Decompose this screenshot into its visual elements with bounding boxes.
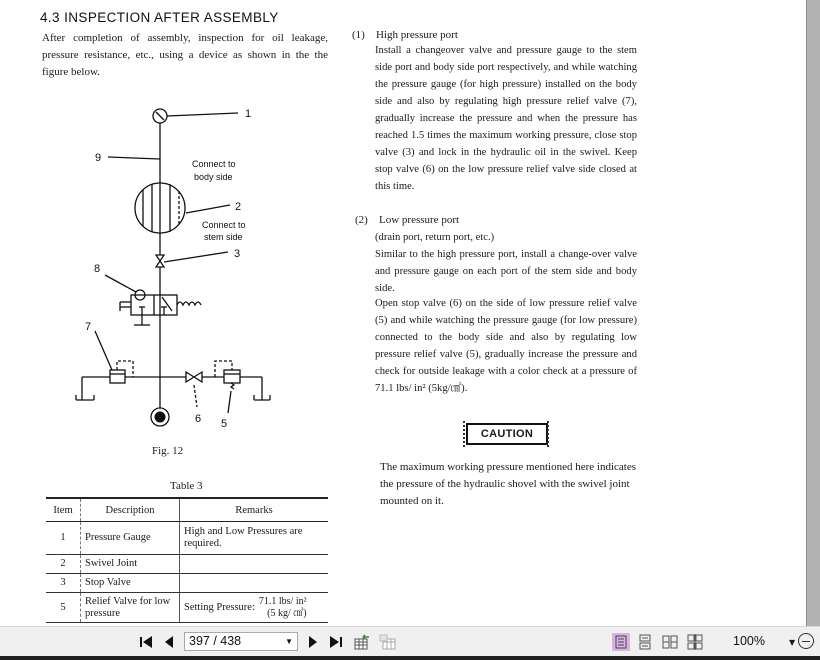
- pump-core: [155, 412, 166, 423]
- last-page-button[interactable]: [328, 634, 344, 650]
- facing-view-icon: [662, 635, 678, 649]
- prev-view-icon: [353, 634, 371, 650]
- cell-description: Swivel Joint: [81, 555, 180, 574]
- hydraulic-test-diagram: [60, 95, 290, 440]
- callout-1: 1: [245, 108, 252, 120]
- header-item: Item: [46, 498, 81, 522]
- page-indicator: 397 / 438: [189, 634, 242, 648]
- cell-description: Pressure Gauge: [81, 522, 180, 555]
- cell-description: Stop Valve: [81, 574, 180, 593]
- next-page-button[interactable]: [306, 634, 320, 650]
- section-2-title: Low pressure port: [379, 214, 460, 226]
- setting-pressure-label: Setting Pressure:: [184, 601, 255, 613]
- first-page-icon: [139, 635, 153, 649]
- continuous-view-button[interactable]: [636, 633, 654, 651]
- next-page-icon: [308, 635, 318, 649]
- cell-item: 1: [46, 522, 81, 555]
- zoom-level[interactable]: 100%: [733, 634, 765, 648]
- connect-body-line1: Connect to: [192, 159, 236, 169]
- section-1-number: (1): [352, 29, 365, 41]
- callout-5: 5: [221, 418, 228, 430]
- callout-2: 2: [235, 201, 242, 213]
- table-row: [46, 574, 328, 593]
- callout-3: 3: [234, 248, 241, 260]
- section-1-title: High pressure port: [376, 29, 458, 41]
- relief-valve-7-symbol: [110, 370, 125, 383]
- next-view-button[interactable]: [378, 634, 398, 650]
- cell-item: 5: [46, 593, 81, 623]
- connect-stem-line2: stem side: [204, 232, 243, 242]
- caution-box: CAUTION: [466, 423, 548, 445]
- section-2-number: (2): [355, 214, 368, 226]
- relief-valve-5-symbol: [224, 370, 240, 383]
- last-page-icon: [329, 635, 343, 649]
- table-row: [46, 522, 328, 555]
- cell-remarks: [180, 593, 329, 623]
- cell-item: 2: [46, 555, 81, 574]
- figure-caption: Fig. 12: [152, 445, 184, 457]
- cell-remarks: High and Low Pressures are required.: [180, 522, 329, 555]
- facing-view-button[interactable]: [661, 633, 679, 651]
- first-page-button[interactable]: [138, 634, 154, 650]
- header-description: Description: [81, 498, 180, 522]
- vertical-scrollbar[interactable]: [806, 0, 820, 626]
- section-2-body-1: Similar to the high pressure port, install a change-over valve and pressure gauge on each port of the stem side and body side.: [375, 249, 637, 294]
- header-remarks: Remarks: [180, 498, 329, 522]
- zoom-out-icon[interactable]: [798, 633, 814, 649]
- table-caption: Table 3: [170, 480, 203, 492]
- cell-description: Relief Valve for low pressure: [81, 593, 180, 623]
- callout-9: 9: [95, 152, 102, 164]
- continuous-facing-view-icon: [687, 634, 703, 650]
- cell-remarks: [180, 555, 329, 574]
- section-2-heading: [355, 212, 459, 229]
- prev-page-button[interactable]: [162, 634, 176, 650]
- callout-7: 7: [85, 321, 92, 333]
- cell-item: 3: [46, 574, 81, 593]
- page-dropdown-icon[interactable]: ▼: [285, 637, 293, 646]
- connect-body-line2: body side: [194, 172, 233, 182]
- stop-valve-6-symbol: [186, 372, 202, 382]
- page-number-input[interactable]: [184, 632, 298, 651]
- table-3: [46, 497, 328, 623]
- intro-paragraph: After completion of assembly, inspection for oil leakage, pressure resistance, etc., using a device as shown in the the figure below.: [42, 32, 328, 78]
- table-row: [46, 555, 328, 574]
- window-bottom-edge: [0, 656, 820, 660]
- caution-note: The maximum working pressure mentioned here indicates the pressure of the hydraulic shovel with the swivel joint mounted on it.: [380, 461, 636, 507]
- setting-pressure-kg: (5 kg/ ㎠): [267, 607, 307, 619]
- stop-valve-3-symbol: [156, 255, 164, 267]
- section-heading: 4.3 INSPECTION AFTER ASSEMBLY: [40, 10, 279, 25]
- prev-page-icon: [164, 635, 174, 649]
- single-page-view-button[interactable]: [612, 633, 630, 651]
- section-2-subtitle: (drain port, return port, etc.): [375, 232, 495, 243]
- section-1-body: Install a changeover valve and pressure gauge to the stem side port and body side port respectively, and while watching the pressure gauge (for high pressure) installed on the body side and also by regulating high pressure relief valve (7), gradually increase the pressure and when the pressure has reached 1.5 times the maximum working pressure, close stop valve (3) and lock in the hydraulic oil in the swivel. Keep stop valve (6) on the low pressure relief valve side closed at this time.: [375, 45, 637, 192]
- callout-6: 6: [195, 413, 202, 425]
- previous-view-button[interactable]: [352, 634, 372, 650]
- callout-8: 8: [94, 263, 101, 275]
- zoom-dropdown-icon[interactable]: ▼: [789, 638, 796, 647]
- connect-stem-line1: Connect to: [202, 220, 246, 230]
- continuous-facing-view-button[interactable]: [686, 633, 704, 651]
- single-page-view-icon: [615, 635, 627, 649]
- next-view-icon: [379, 634, 397, 650]
- setting-pressure-lbs: 71.1 lbs/ in²: [258, 595, 307, 607]
- cell-remarks: [180, 574, 329, 593]
- table-row: [46, 593, 328, 623]
- continuous-view-icon: [639, 634, 651, 650]
- section-2-body-2: Open stop valve (6) on the side of low pressure relief valve (5) and while watching the pressure gauge (for low pressure) connected to the body side and also by regulating low pressure relief valve (5), gradually increase the pressure and check for outside leakage with a color check at a pressure of 71.1 lbs/ in² (5kg/㎠).: [375, 298, 637, 394]
